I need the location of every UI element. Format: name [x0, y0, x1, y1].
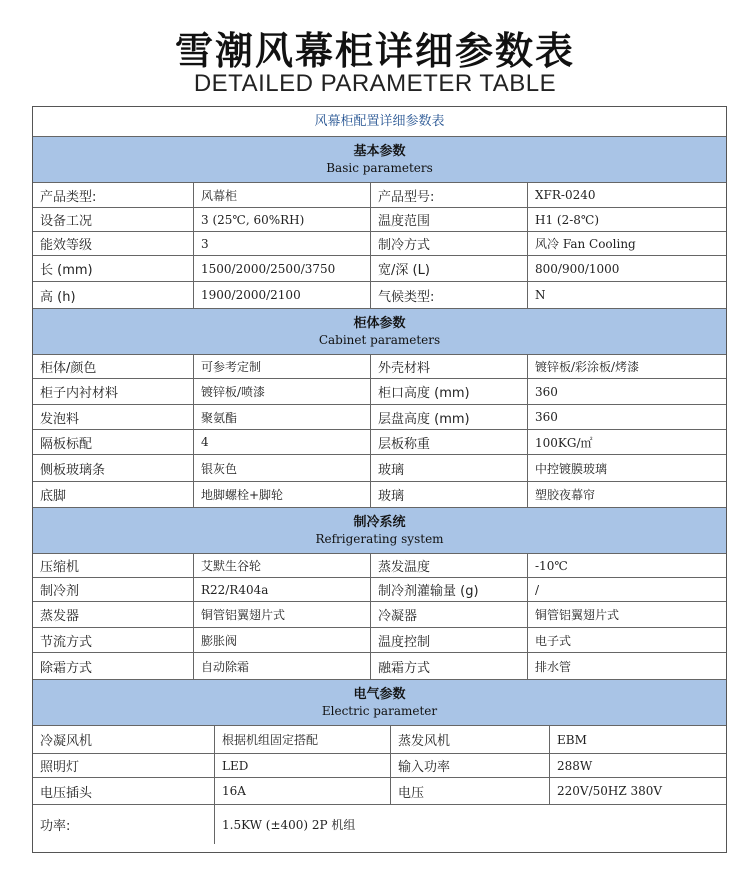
param-value: 风幕柜 — [193, 183, 370, 207]
table-row — [33, 379, 726, 405]
param-label: 功率: — [40, 819, 71, 834]
param-value: 塑胶夜幕帘 — [527, 482, 726, 507]
param-value: / — [527, 578, 726, 601]
param-label: 融霜方式 — [370, 653, 527, 679]
table-row — [33, 726, 726, 754]
param-label: 冷凝风机 — [40, 734, 93, 749]
table-row — [33, 653, 726, 680]
param-value: 镀锌板/喷漆 — [193, 379, 370, 404]
param-value: 288W — [549, 754, 726, 777]
param-label: 电压 — [390, 778, 549, 804]
section-title-en: Refrigerating system — [315, 532, 444, 546]
param-value: 360 — [527, 379, 726, 404]
section-header — [33, 309, 726, 355]
parameter-table — [32, 106, 727, 853]
table-row — [33, 355, 726, 379]
param-label: 层盘高度 (mm) — [370, 405, 527, 429]
param-label: 电压插头 — [40, 785, 93, 801]
param-label: 发泡料 — [40, 411, 80, 427]
param-value: 铜管铝翼翅片式 — [527, 602, 726, 627]
section-header — [33, 508, 726, 554]
param-value: 聚氨酯 — [193, 405, 370, 429]
section-title-en: Cabinet parameters — [318, 333, 441, 347]
param-value: 220V/50HZ 380V — [549, 778, 726, 804]
param-value: 铜管铝翼翅片式 — [193, 602, 370, 627]
table-row — [33, 183, 726, 208]
param-label: 产品型号: — [370, 183, 527, 207]
param-label: 除霜方式 — [40, 660, 93, 676]
param-label: 温度控制 — [370, 628, 527, 652]
param-label: 制冷剂 — [40, 584, 80, 599]
param-value: 电子式 — [527, 628, 726, 652]
table-row — [33, 482, 726, 508]
param-label: 冷凝器 — [370, 602, 527, 627]
param-value: XFR-0240 — [527, 183, 726, 207]
param-value: 1.5KW (±400) 2P 机组 — [214, 805, 726, 844]
param-value: 地脚螺栓+脚轮 — [193, 482, 370, 507]
param-value: -10℃ — [527, 554, 726, 577]
param-value: LED — [214, 754, 390, 777]
param-label: 柜子内衬材料 — [40, 386, 119, 401]
param-label: 层板称重 — [370, 430, 527, 454]
param-label: 能效等级 — [40, 238, 93, 253]
param-value: 1900/2000/2100 — [193, 282, 370, 308]
param-value: 排水管 — [527, 653, 726, 679]
table-row — [33, 430, 726, 455]
param-value: 800/900/1000 — [527, 256, 726, 281]
section-title-cn: 柜体参数 — [353, 316, 406, 331]
param-value: 艾默生谷轮 — [193, 554, 370, 577]
param-value: 3 — [193, 232, 370, 255]
param-label: 节流方式 — [40, 634, 93, 650]
param-label: 设备工况 — [40, 214, 93, 229]
table-row — [33, 578, 726, 602]
param-label: 制冷剂灌输量 (g) — [370, 578, 527, 601]
table-caption: 风幕柜配置详细参数表 — [33, 107, 726, 137]
param-value: 自动除霜 — [193, 653, 370, 679]
table-row — [33, 778, 726, 805]
page-subtitle: DETAILED PARAMETER TABLE — [193, 70, 557, 97]
param-label: 蒸发风机 — [390, 726, 549, 753]
section-title-cn: 制冷系统 — [353, 515, 406, 530]
table-row — [33, 256, 726, 282]
table-row — [33, 628, 726, 653]
param-value: 1500/2000/2500/3750 — [193, 256, 370, 281]
param-value: EBM — [549, 726, 726, 753]
param-label: 蒸发温度 — [370, 554, 527, 577]
param-label: 温度范围 — [370, 208, 527, 231]
param-label: 产品类型: — [40, 189, 97, 205]
table-row — [33, 455, 726, 482]
param-value: 100KG/㎡ — [527, 430, 726, 454]
page-title: 雪潮风幕柜详细参数表 — [174, 29, 575, 73]
param-value: 中控镀膜玻璃 — [527, 455, 726, 481]
param-label: 照明灯 — [40, 760, 80, 775]
param-label: 底脚 — [40, 489, 67, 504]
param-value: 镀锌板/彩涂板/烤漆 — [527, 355, 726, 378]
table-row — [33, 554, 726, 578]
table-row — [33, 405, 726, 430]
param-label: 柜口高度 (mm) — [370, 379, 527, 404]
param-value: 360 — [527, 405, 726, 429]
param-value: N — [527, 282, 726, 308]
param-label: 高 (h) — [40, 289, 76, 305]
param-value: H1 (2-8℃) — [527, 208, 726, 231]
param-value: 膨胀阀 — [193, 628, 370, 652]
table-row — [33, 208, 726, 232]
param-label: 制冷方式 — [370, 232, 527, 255]
table-row — [33, 754, 726, 778]
param-label: 压缩机 — [40, 560, 80, 575]
param-value: 16A — [214, 778, 390, 804]
table-row — [33, 282, 726, 309]
param-label: 长 (mm) — [40, 263, 93, 278]
param-label: 气候类型: — [370, 282, 527, 308]
section-header — [33, 680, 726, 726]
section-header — [33, 137, 726, 183]
param-label: 玻璃 — [370, 455, 527, 481]
param-value: 银灰色 — [193, 455, 370, 481]
section-title-cn: 电气参数 — [353, 687, 406, 702]
param-label: 输入功率 — [390, 754, 549, 777]
param-label: 外壳材料 — [370, 355, 527, 378]
param-label: 隔板标配 — [40, 436, 93, 452]
param-value: 根据机组固定搭配 — [214, 726, 390, 753]
param-label: 柜体/颜色 — [40, 361, 97, 376]
param-value: 风冷 Fan Cooling — [527, 232, 726, 255]
param-label: 蒸发器 — [40, 609, 80, 624]
table-row — [33, 232, 726, 256]
param-label: 玻璃 — [370, 482, 527, 507]
table-row — [33, 602, 726, 628]
table-row — [33, 805, 726, 844]
param-value: 4 — [193, 430, 370, 454]
param-label: 侧板玻璃条 — [40, 462, 106, 478]
param-value: 3 (25℃, 60%RH) — [193, 208, 370, 231]
param-value: R22/R404a — [193, 578, 370, 601]
section-title-en: Basic parameters — [326, 161, 433, 175]
section-title-cn: 基本参数 — [353, 144, 406, 159]
param-label: 宽/深 (L) — [370, 256, 527, 281]
section-title-en: Electric parameter — [321, 704, 438, 718]
param-value: 可参考定制 — [193, 355, 370, 378]
